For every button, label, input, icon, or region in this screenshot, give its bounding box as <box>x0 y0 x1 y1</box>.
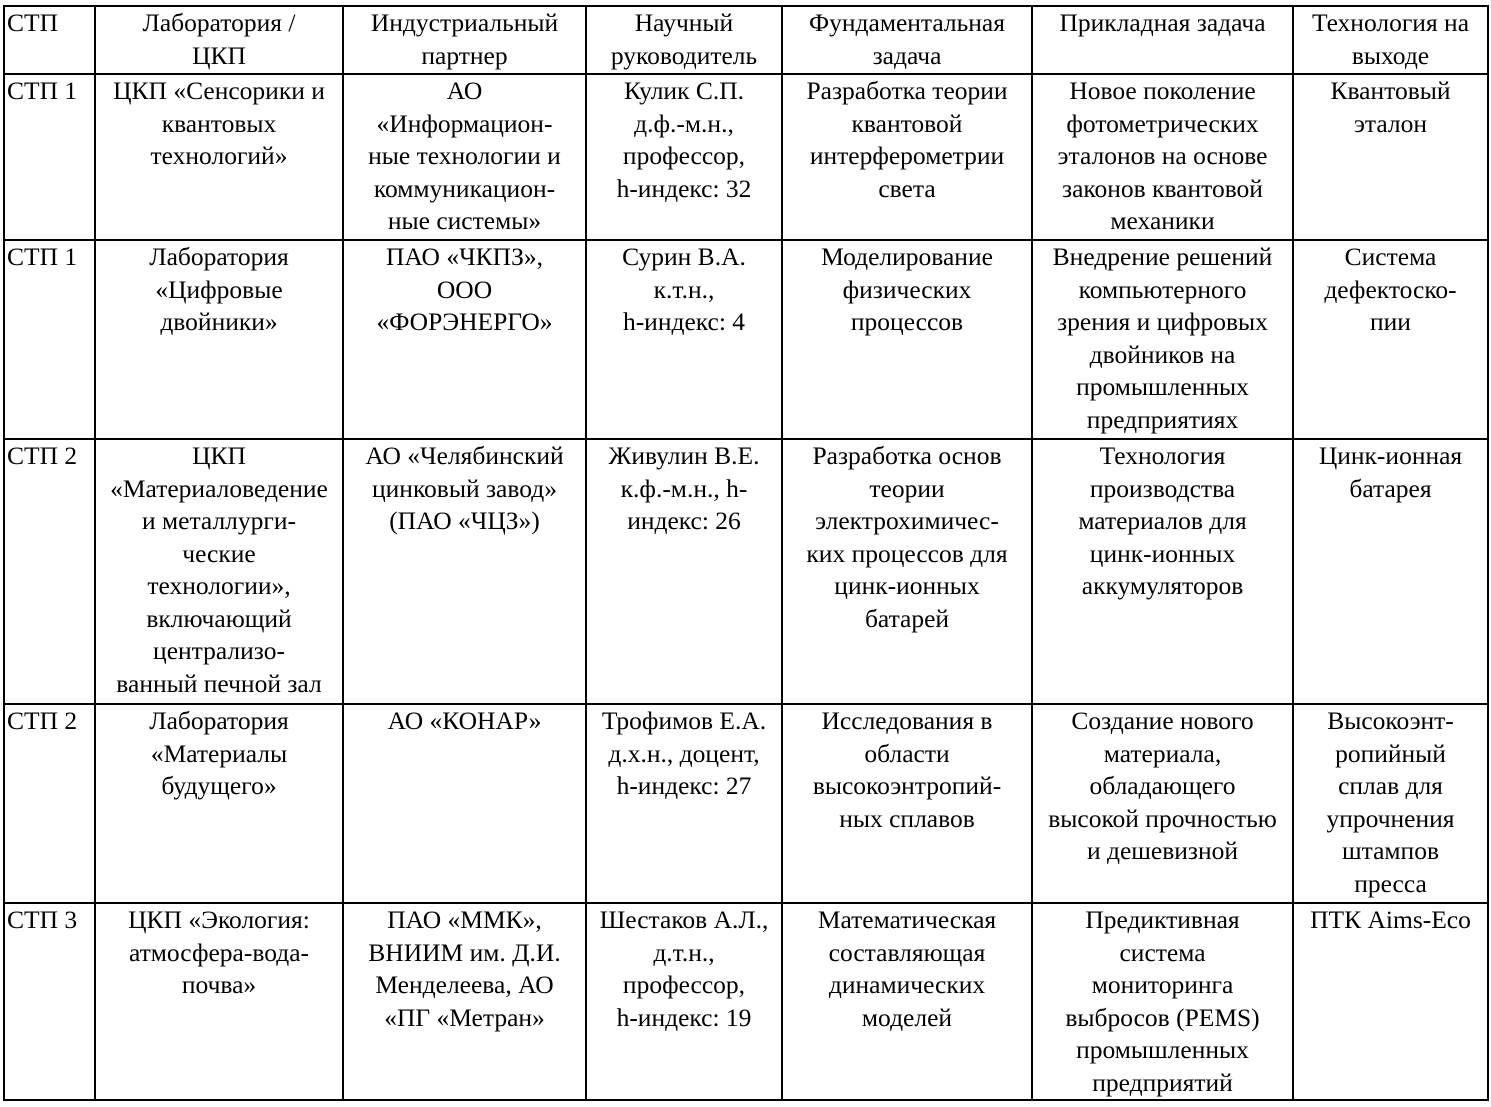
cell-fundamental-task: Моделирование физических процессов <box>782 240 1032 439</box>
cell-supervisor: Шестаков А.Л., д.т.н., профессор, h-индекс: 19 <box>586 903 782 1100</box>
header-cell-laboratory: Лаборатория / ЦКП <box>95 6 343 74</box>
cell-laboratory: Лаборатория «Материалы будущего» <box>95 704 343 903</box>
header-cell-output-technology: Технология на выходе <box>1293 6 1488 74</box>
table-row <box>4 240 1488 439</box>
cell-stp: СТП 1 <box>4 74 95 240</box>
cell-fundamental-task: Разработка основ теории электрохимичес- ких процессов для цинк-ионных батарей <box>782 439 1032 704</box>
table-row <box>4 704 1488 903</box>
cell-laboratory: Лаборатория «Цифровые двойники» <box>95 240 343 439</box>
cell-applied-task: Предиктивная система мониторинга выбросов (PEMS) промышленных предприятий <box>1032 903 1293 1100</box>
cell-industrial-partner: АО «Информацион- ные технологии и коммуникацион- ные системы» <box>343 74 586 240</box>
cell-supervisor: Кулик С.П. д.ф.-м.н., профессор, h-индекс: 32 <box>586 74 782 240</box>
cell-industrial-partner: АО «КОНАР» <box>343 704 586 903</box>
cell-applied-task: Новое поколение фотометрических эталонов на основе законов квантовой механики <box>1032 74 1293 240</box>
cell-output-technology: Квантовый эталон <box>1293 74 1488 240</box>
cell-laboratory: ЦКП «Материаловедение и металлурги- ческие технологии», включающий централизо- ванный печной зал <box>95 439 343 704</box>
cell-stp: СТП 3 <box>4 903 95 1100</box>
table-row <box>4 903 1488 1100</box>
header-cell-applied-task: Прикладная задача <box>1032 6 1293 74</box>
cell-applied-task: Создание нового материала, обладающего высокой прочностью и дешевизной <box>1032 704 1293 903</box>
cell-supervisor: Живулин В.Е. к.ф.-м.н., h- индекс: 26 <box>586 439 782 704</box>
cell-output-technology: Система дефектоско- пии <box>1293 240 1488 439</box>
cell-industrial-partner: ПАО «ММК», ВНИИМ им. Д.И. Менделеева, АО «ПГ «Метран» <box>343 903 586 1100</box>
cell-industrial-partner: АО «Челябинский цинковый завод» (ПАО «ЧЦЗ») <box>343 439 586 704</box>
cell-industrial-partner: ПАО «ЧКПЗ», ООО «ФОРЭНЕРГО» <box>343 240 586 439</box>
cell-stp: СТП 2 <box>4 704 95 903</box>
cell-supervisor: Сурин В.А. к.т.н., h-индекс: 4 <box>586 240 782 439</box>
cell-laboratory: ЦКП «Экология: атмосфера-вода- почва» <box>95 903 343 1100</box>
cell-stp: СТП 2 <box>4 439 95 704</box>
cell-laboratory: ЦКП «Сенсорики и квантовых технологий» <box>95 74 343 240</box>
table-row <box>4 74 1488 240</box>
cell-output-technology: Высокоэнт- ропийный сплав для упрочнения штампов пресса <box>1293 704 1488 903</box>
cell-fundamental-task: Разработка теории квантовой интерферометрии света <box>782 74 1032 240</box>
table-header-row <box>4 6 1488 74</box>
header-cell-industrial-partner: Индустриальный партнер <box>343 6 586 74</box>
cell-applied-task: Технология производства материалов для цинк-ионных аккумуляторов <box>1032 439 1293 704</box>
header-cell-fundamental-task: Фундаментальная задача <box>782 6 1032 74</box>
header-cell-supervisor: Научный руководитель <box>586 6 782 74</box>
cell-fundamental-task: Исследования в области высокоэнтропий- ных сплавов <box>782 704 1032 903</box>
cell-output-technology: ПТК Aims-Eco <box>1293 903 1488 1100</box>
cell-output-technology: Цинк-ионная батарея <box>1293 439 1488 704</box>
project-table <box>3 5 1489 1101</box>
cell-stp: СТП 1 <box>4 240 95 439</box>
cell-fundamental-task: Математическая составляющая динамических моделей <box>782 903 1032 1100</box>
table-row <box>4 439 1488 704</box>
header-cell-stp: СТП <box>4 6 95 74</box>
cell-applied-task: Внедрение решений компьютерного зрения и цифровых двойников на промышленных предприятиях <box>1032 240 1293 439</box>
cell-supervisor: Трофимов Е.А. д.х.н., доцент, h-индекс: 27 <box>586 704 782 903</box>
